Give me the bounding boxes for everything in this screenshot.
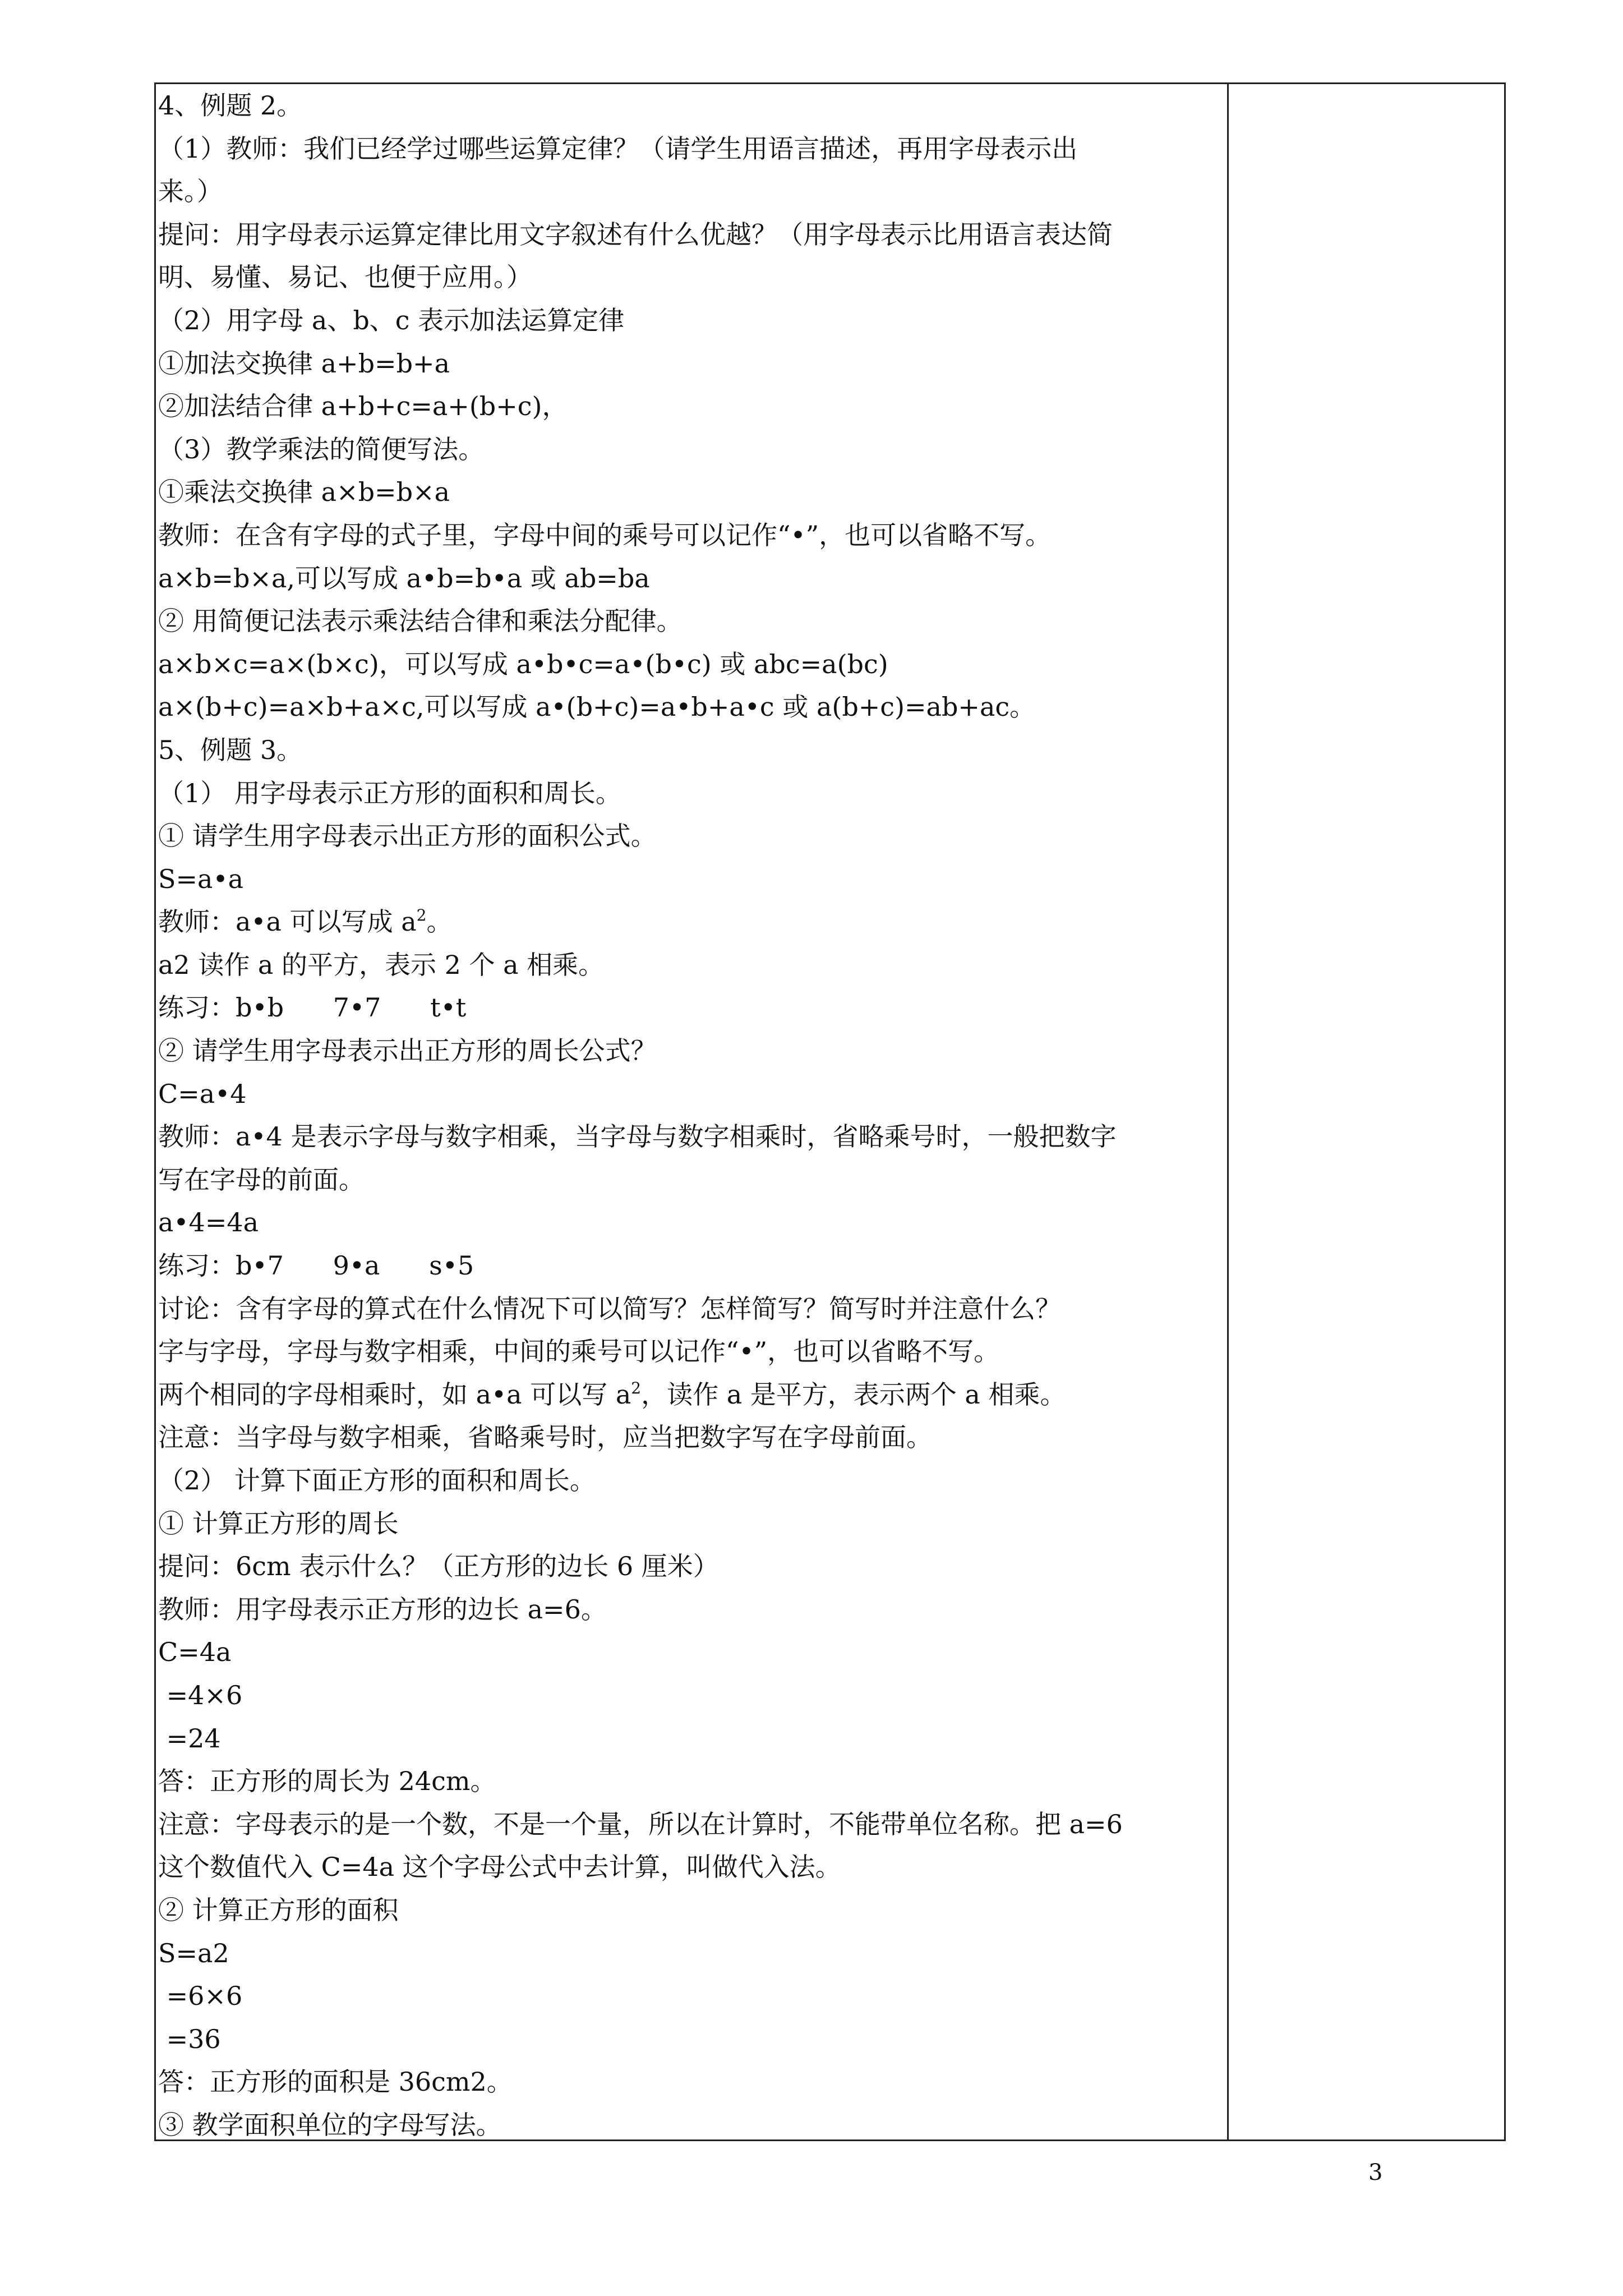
text-line: 这个数值代入 C=4a 这个字母公式中去计算，叫做代入法。: [158, 1852, 841, 1883]
text-line: ①加法交换律 a+b=b+a: [158, 348, 450, 379]
text-line: ① 计算正方形的周长: [158, 1508, 399, 1539]
text-line: 练习：b•b 7•7 t•t: [158, 992, 467, 1023]
text-line: 答：正方形的周长为 24cm。: [158, 1766, 496, 1797]
text-line: 字与字母，字母与数字相乘，中间的乘号可以记作“•”，也可以省略不写。: [158, 1336, 1000, 1367]
text-line: ① 请学生用字母表示出正方形的面积公式。: [158, 821, 657, 852]
text-line: （1）教师：我们已经学过哪些运算定律？（请学生用语言描述，再用字母表示出: [158, 133, 1078, 164]
text-line: 写在字母的前面。: [158, 1164, 365, 1195]
text-line: 注意：字母表示的是一个数，不是一个量，所以在计算时，不能带单位名称。把 a=6: [158, 1809, 1123, 1839]
text-line: [158, 1373, 1223, 1416]
text-line: a×b=b×a,可以写成 a•b=b•a 或 ab=ba: [158, 563, 650, 593]
text-line: 教师：在含有字母的式子里，字母中间的乘号可以记作“•”，也可以省略不写。: [158, 519, 1052, 550]
text-line: 4、例题 2。: [158, 90, 303, 121]
text-line: 练习：b•7 9•a s•5: [158, 1250, 474, 1281]
text-segment: 两个相同的字母相乘时，如 a•a 可以写 a: [158, 1379, 631, 1410]
text-line: [158, 900, 1223, 944]
text-line: （2） 计算下面正方形的面积和周长。: [158, 1465, 596, 1496]
text-line: C=a•4: [158, 1078, 247, 1109]
page-number: 3: [1368, 2160, 1383, 2185]
text-segment: 。: [426, 907, 453, 937]
text-line: =6×6: [158, 1981, 243, 2012]
text-line: 来。）: [158, 176, 223, 207]
text-line: =36: [158, 2023, 221, 2054]
text-line: 教师：a•4 是表示字母与数字相乘，当字母与数字相乘时，省略乘号时，一般把数字: [158, 1121, 1117, 1152]
text-line: S=a•a: [158, 863, 244, 894]
text-line: a2 读作 a 的平方，表示 2 个 a 相乘。: [158, 949, 605, 980]
text-line: 答：正方形的面积是 36cm2。: [158, 2067, 513, 2097]
text-line: 提问：6cm 表示什么？（正方形的边长 6 厘米）: [158, 1551, 719, 1582]
text-line: 讨论：含有字母的算式在什么情况下可以简写？怎样简写？简写时并注意什么？: [158, 1293, 1061, 1324]
text-segment: ，读作 a 是平方，表示两个 a 相乘。: [641, 1379, 1066, 1410]
text-line: （3）教学乘法的简便写法。: [158, 434, 485, 464]
text-line: a×(b+c)=a×b+a×c,可以写成 a•(b+c)=a•b+a•c 或 a(b+c)=ab+ac。: [158, 692, 1036, 723]
text-line: ② 计算正方形的面积: [158, 1894, 399, 1925]
text-line: （1） 用字母表示正方形的面积和周长。: [158, 777, 621, 808]
notes-cell: [1229, 84, 1504, 2139]
text-line: =4×6: [158, 1680, 243, 1710]
text-line: ①乘法交换律 a×b=b×a: [158, 477, 450, 508]
text-line: a×b×c=a×(b×c)，可以写成 a•b•c=a•(b•c) 或 abc=a(bc): [158, 648, 888, 679]
superscript: 2: [416, 906, 427, 925]
text-segment: 教师：a•a 可以写成 a: [158, 907, 417, 937]
superscript: 2: [631, 1378, 642, 1397]
text-line: a•4=4a: [158, 1207, 259, 1238]
text-line: ③ 教学面积单位的字母写法。: [158, 2109, 502, 2139]
text-line: =24: [158, 1723, 221, 1754]
text-line: ②加法结合律 a+b+c=a+(b+c)，: [158, 391, 568, 422]
text-line: 5、例题 3。: [158, 734, 303, 765]
text-line: S=a2: [158, 1938, 229, 1968]
text-line: 提问：用字母表示运算定律比用文字叙述有什么优越？（用字母表示比用语言表达简: [158, 219, 1113, 250]
text-line: ② 请学生用字母表示出正方形的周长公式？: [158, 1036, 657, 1066]
lesson-content-cell: [156, 84, 1229, 2139]
text-line: C=4a: [158, 1637, 232, 1668]
text-line: ② 用简便记法表示乘法结合律和乘法分配律。: [158, 606, 683, 637]
lesson-table: [154, 82, 1506, 2141]
text-line: （2）用字母 a、b、c 表示加法运算定律: [158, 305, 625, 335]
text-line: 教师：用字母表示正方形的边长 a=6。: [158, 1594, 607, 1625]
text-line: 明、易懂、易记、也便于应用。）: [158, 262, 532, 293]
text-line: 注意：当字母与数字相乘，省略乘号时，应当把数字写在字母前面。: [158, 1422, 932, 1453]
